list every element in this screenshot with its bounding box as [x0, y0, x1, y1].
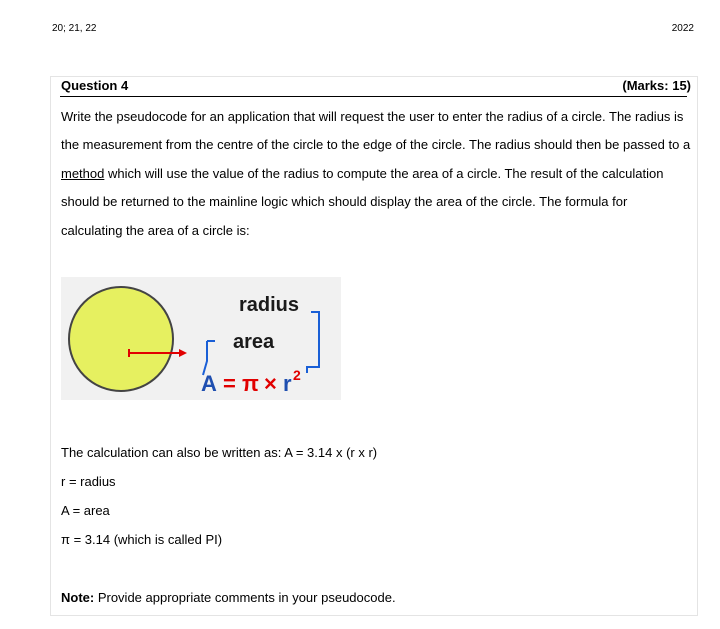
radius-arrow-head	[179, 349, 187, 357]
note-line	[61, 590, 396, 605]
calc-line-2: r = radius	[61, 474, 116, 489]
formula-lhs: A	[201, 371, 217, 396]
method-term: method	[61, 165, 105, 181]
calc-line-3: A = area	[61, 503, 110, 518]
calc-line-4: π = 3.14 (which is called PI)	[61, 532, 223, 547]
question-paragraph	[61, 103, 691, 245]
formula-pi: π	[242, 371, 259, 396]
formula-times: ×	[264, 371, 277, 396]
para-after: which will use the value of the radius to compute the area of a circle. The result of the calculation should be returned to the mainline logic which should display the area of the circle. The formula for calculating the area of a circle is:	[61, 165, 664, 238]
question-underline	[60, 78, 687, 97]
formula-r: r	[283, 371, 292, 396]
label-area: area	[233, 331, 275, 353]
formula-exp: 2	[293, 367, 301, 383]
formula-eq: =	[223, 371, 236, 396]
figure-svg	[61, 277, 341, 400]
calc-line-1: The calculation can also be written as: A = 3.14 x (r x r)	[61, 445, 378, 460]
header-left: 20; 21, 22	[52, 23, 97, 34]
circle-area-figure	[61, 277, 341, 400]
radius-pointer	[307, 312, 319, 373]
circle-shape	[69, 287, 173, 391]
para-before: Write the pseudocode for an application that will request the user to enter the radius of a circle. The radius is the measurement from the centre of the circle to the edge of the circle. The radius should then be passed to a	[61, 109, 691, 153]
question-title: Question 4	[61, 78, 129, 93]
header-right: 2022	[671, 23, 694, 34]
label-radius: radius	[239, 294, 300, 316]
note-label: Note:	[61, 590, 95, 605]
area-pointer	[203, 341, 207, 375]
note-text: Provide appropriate comments in your pseudocode.	[94, 590, 396, 605]
question-marks: (Marks: 15)	[622, 78, 691, 93]
